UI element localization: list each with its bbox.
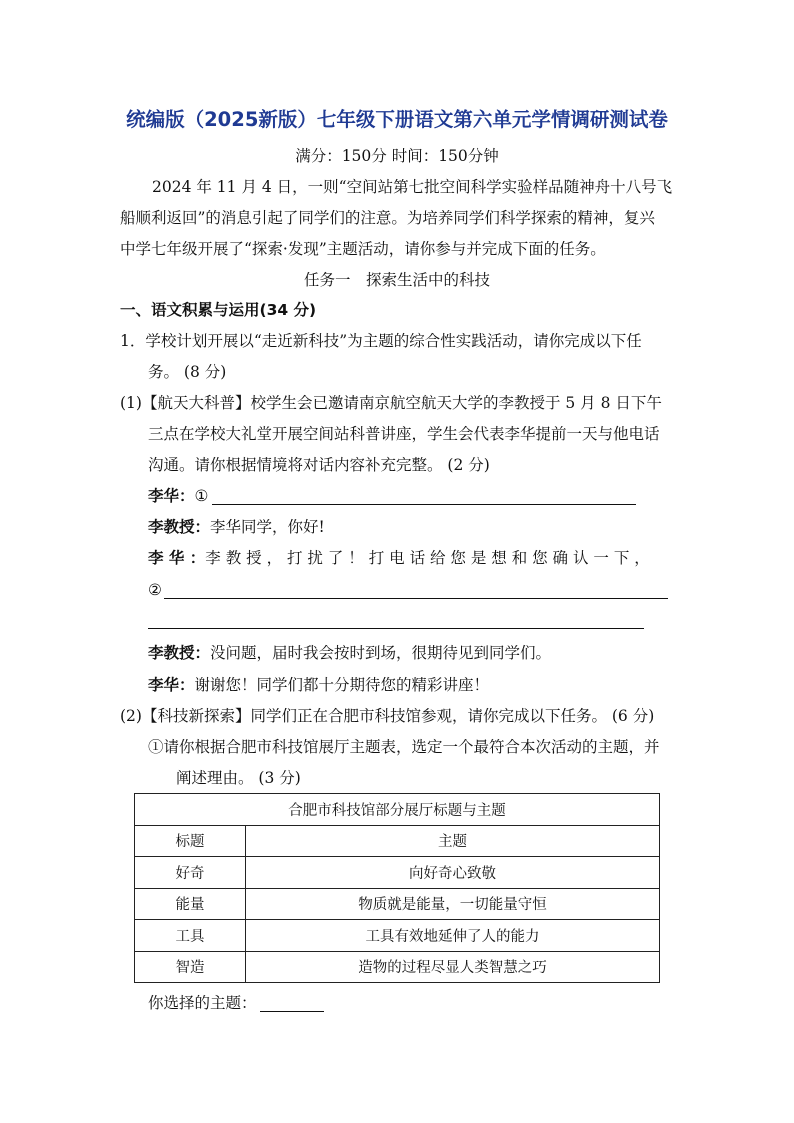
professor-reply-1: 李华同学，你好! xyxy=(210,518,325,536)
answer-blank-1[interactable] xyxy=(212,504,636,505)
exam-title: 统编版（2025新版）七年级下册语文第六单元学情调研测试卷 xyxy=(126,108,668,131)
header-theme: 主题 xyxy=(246,825,660,857)
table-caption: 合肥市科技馆部分展厅标题与主题 xyxy=(135,794,660,826)
intro-line-3: 中学七年级开展了“探索·发现”主题活动，请你参与并完成下面的任务。 xyxy=(120,240,606,258)
choice-blank[interactable] xyxy=(260,1011,324,1012)
question-1-1-line-3: 沟通。请你根据情境将对话内容补充完整。 (2 分) xyxy=(148,456,490,474)
answer-blank-2a[interactable] xyxy=(164,598,668,599)
table-row xyxy=(135,857,660,889)
question-1-1-line-1: (1)【航天大科普】校学生会已邀请南京航空航天大学的李教授于 5 月 8 日下午 xyxy=(120,394,662,412)
question-1-line-2: 务。 (8 分) xyxy=(148,363,227,381)
professor-reply-2: 没问题，届时我会按时到场，很期待见到同学们。 xyxy=(210,644,552,662)
row-title: 能量 xyxy=(135,888,246,920)
intro-line-1: 2024 年 11 月 4 日，一则“空间站第七批空间科学实验样品随神舟十八号飞 xyxy=(152,178,673,196)
dialogue-line-3 xyxy=(148,548,650,568)
question-1-2-sub-1-line-2: 阐述理由。 (3 分) xyxy=(176,769,301,787)
dialogue-line-2 xyxy=(148,517,325,537)
table-row xyxy=(135,888,660,920)
table-row xyxy=(135,920,660,952)
section-title: 一、语文积累与运用(34 分) xyxy=(120,301,317,319)
score-time-info: 满分：150分 时间：150分钟 xyxy=(295,147,499,165)
row-theme: 造物的过程尽显人类智慧之巧 xyxy=(246,951,660,983)
row-theme: 向好奇心致敬 xyxy=(246,857,660,889)
speaker-li-hua-3: 李华： xyxy=(148,676,195,694)
li-hua-question: 李 教 授 ， 打 扰 了 ！ 打 电 话 给 您 是 想 和 您 确 认 一 下 ， xyxy=(205,549,650,567)
blank-marker-2: ② xyxy=(148,581,162,599)
dialogue-line-1 xyxy=(148,486,208,506)
dialogue-line-4 xyxy=(148,580,162,600)
table-header-row xyxy=(135,825,660,857)
question-1-2-line-1: (2)【科技新探索】同学们正在合肥市科技馆参观，请你完成以下任务。 (6 分) xyxy=(120,707,655,725)
row-theme: 物质就是能量，一切能量守恒 xyxy=(246,888,660,920)
row-theme: 工具有效地延伸了人的能力 xyxy=(246,920,660,952)
row-title: 智造 xyxy=(135,951,246,983)
row-title: 工具 xyxy=(135,920,246,952)
speaker-li-hua: 李华： xyxy=(148,487,195,505)
question-1-line-1: 1．学校计划开展以“走近新科技”为主题的综合性实践活动，请你完成以下任 xyxy=(120,332,642,350)
intro-line-2: 船顺利返回”的消息引起了同学们的注意。为培养同学们科学探索的精神，复兴 xyxy=(120,209,655,227)
table-caption-row xyxy=(135,794,660,826)
speaker-li-hua-spaced: 李 华 ： xyxy=(148,549,206,567)
choice-line xyxy=(148,993,257,1013)
dialogue-line-6 xyxy=(148,675,489,695)
choice-label: 你选择的主题： xyxy=(148,994,257,1012)
question-1-2-sub-1-line-1: ①请你根据合肥市科技馆展厅主题表，选定一个最符合本次活动的主题，并 xyxy=(148,738,660,756)
speaker-professor-2: 李教授： xyxy=(148,644,211,662)
speaker-professor: 李教授： xyxy=(148,518,211,536)
blank-marker-1: ① xyxy=(194,487,209,505)
exhibition-hall-table xyxy=(134,793,660,983)
header-title: 标题 xyxy=(135,825,246,857)
row-title: 好奇 xyxy=(135,857,246,889)
table-row xyxy=(135,951,660,983)
question-1-1-line-2: 三点在学校大礼堂开展空间站科普讲座，学生会代表李华提前一天与他电话 xyxy=(148,425,660,443)
answer-blank-2b[interactable] xyxy=(148,628,644,629)
dialogue-line-5 xyxy=(148,643,551,663)
task-title: 任务一 探索生活中的科技 xyxy=(303,271,490,289)
li-hua-thanks: 谢谢您！同学们都十分期待您的精彩讲座！ xyxy=(194,676,490,694)
